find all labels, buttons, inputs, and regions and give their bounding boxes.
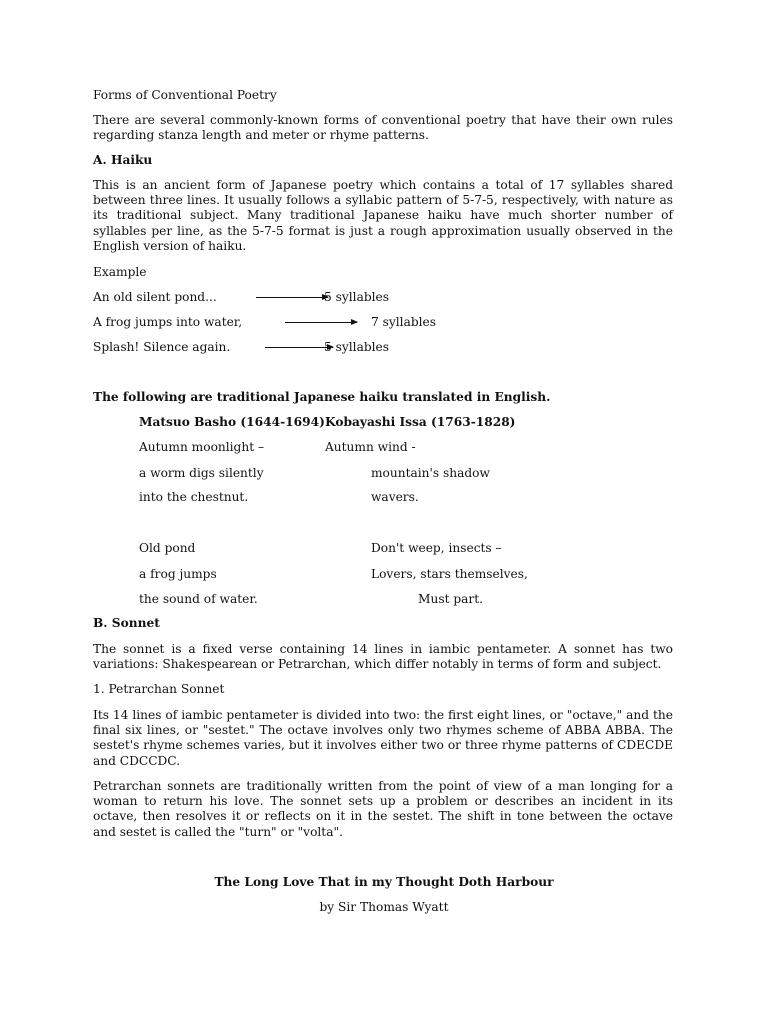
arrow-right-icon [285, 322, 357, 323]
example-line-1: An old silent pond... [93, 290, 217, 304]
example-syllables-2: 7 syllables [371, 315, 436, 329]
poet-right: Kobayashi Issa (1763-1828) [325, 415, 516, 429]
haiku-line: Don't weep, insects – [371, 541, 502, 555]
document-title: Forms of Conventional Poetry [93, 88, 277, 102]
haiku-line: wavers. [371, 490, 419, 504]
haiku-heading: A. Haiku [93, 153, 153, 167]
haiku-line: Autumn moonlight – [139, 440, 265, 454]
haiku-line: a worm digs silently [139, 466, 264, 480]
example-label: Example [93, 265, 147, 279]
example-line-2: A frog jumps into water, [93, 315, 243, 329]
sonnet-paragraph: The sonnet is a fixed verse containing 14 lines in iambic pentameter. A sonnet has two variations: Shakespearean or Petrarchan, which differ notably in terms of form and subject. [93, 642, 673, 672]
haiku-line: a frog jumps [139, 567, 217, 581]
arrow-right-icon [265, 347, 333, 348]
poem-title: The Long Love That in my Thought Doth Harbour [214, 875, 554, 889]
example-syllables-3: 5 syllables [324, 340, 389, 354]
translated-heading: The following are traditional Japanese haiku translated in English. [93, 390, 551, 404]
poem-author: by Sir Thomas Wyatt [319, 900, 449, 914]
example-syllables-1: 5 syllables [324, 290, 389, 304]
haiku-line: Lovers, stars themselves, [371, 567, 528, 581]
intro-paragraph: There are several commonly-known forms of conventional poetry that have their own rules regarding stanza length and meter or rhyme patterns. [93, 113, 673, 143]
example-line-3: Splash! Silence again. [93, 340, 231, 354]
petrarchan-paragraph-1: Its 14 lines of iambic pentameter is divided into two: the first eight lines, or "octave," and the final six lines, or "sestet." The octave involves only two rhymes scheme of ABBA ABBA. The sestet's rhyme schemes varies, but it involves either two or three rhyme patterns of CDECDE and CDCCDC. [93, 708, 673, 768]
haiku-line: Autumn wind - [325, 440, 416, 454]
petrarchan-heading: 1. Petrarchan Sonnet [93, 682, 225, 696]
sonnet-heading: B. Sonnet [93, 616, 160, 630]
haiku-line: Must part. [418, 592, 484, 606]
haiku-line: the sound of water. [139, 592, 258, 606]
arrow-right-icon [256, 297, 328, 298]
petrarchan-paragraph-2: Petrarchan sonnets are traditionally written from the point of view of a man longing for a woman to return his love. The sonnet sets up a problem or describes an incident in its octave, then resolves it or reflects on it in the sestet. The shift in tone between the octave and sestet is called the "turn" or "volta". [93, 779, 673, 839]
poet-left: Matsuo Basho (1644-1694) [139, 415, 325, 429]
haiku-paragraph: This is an ancient form of Japanese poetry which contains a total of 17 syllables shared between three lines. It usually follows a syllabic pattern of 5-7-5, respectively, with nature as its traditional subject. Many traditional Japanese haiku have much shorter number of syllables per line, as the 5-7-5 format is just a rough approximation usually observed in the English version of haiku. [93, 178, 673, 253]
haiku-line: Old pond [139, 541, 196, 555]
haiku-line: into the chestnut. [139, 490, 249, 504]
haiku-line: mountain's shadow [371, 466, 490, 480]
